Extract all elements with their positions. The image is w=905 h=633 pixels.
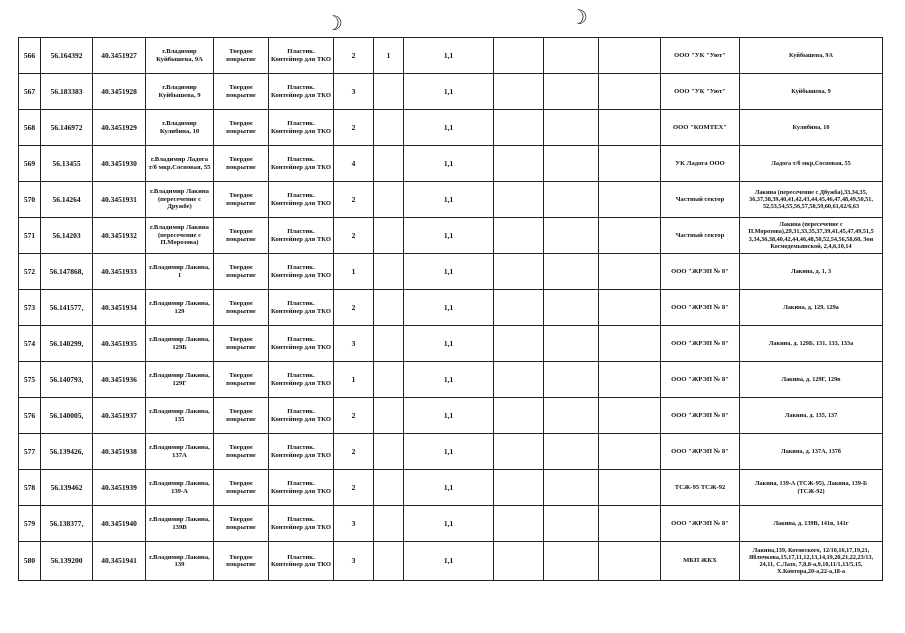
site-address: г.Владимир Лакина, 129 bbox=[146, 290, 214, 326]
site-address: г.Владимир Лакина, 129Б bbox=[146, 326, 214, 362]
latitude: 56.139462 bbox=[41, 470, 93, 506]
surface-type: Твердое покрытие bbox=[214, 398, 269, 434]
extra-count bbox=[374, 218, 404, 254]
container-volume: 1,1 bbox=[404, 470, 494, 506]
table-row bbox=[19, 542, 883, 581]
empty-cell-1 bbox=[494, 110, 544, 146]
container-count: 2 bbox=[334, 290, 374, 326]
table-row bbox=[19, 74, 883, 110]
site-address: г.Владимир Куйбышева, 9 bbox=[146, 74, 214, 110]
table-row bbox=[19, 362, 883, 398]
row-number: 573 bbox=[19, 290, 41, 326]
served-addresses: Лакина, д. 137А, 137б bbox=[740, 434, 883, 470]
registry-table bbox=[18, 37, 883, 581]
container-volume: 1,1 bbox=[404, 398, 494, 434]
served-addresses: Лакина, д. 129Г, 129в bbox=[740, 362, 883, 398]
served-addresses: Лакина, д. 129, 129а bbox=[740, 290, 883, 326]
latitude: 56.140005, bbox=[41, 398, 93, 434]
container-type: Пластик. Контейнер для ТКО bbox=[269, 218, 334, 254]
empty-cell-3 bbox=[599, 362, 661, 398]
empty-cell-3 bbox=[599, 182, 661, 218]
container-type: Пластик. Контейнер для ТКО bbox=[269, 542, 334, 581]
container-count: 2 bbox=[334, 398, 374, 434]
row-number: 574 bbox=[19, 326, 41, 362]
container-volume: 1,1 bbox=[404, 362, 494, 398]
empty-cell-2 bbox=[544, 146, 599, 182]
empty-cell-3 bbox=[599, 398, 661, 434]
empty-cell-3 bbox=[599, 38, 661, 74]
table-row bbox=[19, 290, 883, 326]
surface-type: Твердое покрытие bbox=[214, 38, 269, 74]
latitude: 56.14264 bbox=[41, 182, 93, 218]
empty-cell-1 bbox=[494, 434, 544, 470]
empty-cell-1 bbox=[494, 542, 544, 581]
site-address: г.Владимир Лакина, 139-А bbox=[146, 470, 214, 506]
row-number: 576 bbox=[19, 398, 41, 434]
container-count: 4 bbox=[334, 146, 374, 182]
served-addresses: Ладога т/б мкр,Сосновая, 55 bbox=[740, 146, 883, 182]
container-type: Пластик. Контейнер для ТКО bbox=[269, 506, 334, 542]
latitude: 56.183383 bbox=[41, 74, 93, 110]
empty-cell-3 bbox=[599, 326, 661, 362]
container-volume: 1,1 bbox=[404, 290, 494, 326]
owner-name: ООО "ЖРЭП № 8" bbox=[661, 398, 740, 434]
served-addresses: Лакина, д. 135, 137 bbox=[740, 398, 883, 434]
container-type: Пластик. Контейнер для ТКО bbox=[269, 182, 334, 218]
owner-name: ООО "ЖРЭП № 8" bbox=[661, 434, 740, 470]
extra-count bbox=[374, 146, 404, 182]
longitude: 40.3451932 bbox=[93, 218, 146, 254]
empty-cell-1 bbox=[494, 362, 544, 398]
extra-count bbox=[374, 362, 404, 398]
container-volume: 1,1 bbox=[404, 182, 494, 218]
container-type: Пластик. Контейнер для ТКО bbox=[269, 434, 334, 470]
table-row bbox=[19, 506, 883, 542]
site-address: г.Владимир Кулибина, 10 bbox=[146, 110, 214, 146]
row-number: 569 bbox=[19, 146, 41, 182]
extra-count bbox=[374, 470, 404, 506]
site-address: г.Владимир Лакина, 135 bbox=[146, 398, 214, 434]
surface-type: Твердое покрытие bbox=[214, 362, 269, 398]
container-count: 2 bbox=[334, 182, 374, 218]
container-volume: 1,1 bbox=[404, 218, 494, 254]
table-row bbox=[19, 326, 883, 362]
owner-name: ООО "ЖРЭП № 8" bbox=[661, 362, 740, 398]
container-volume: 1,1 bbox=[404, 542, 494, 581]
extra-count bbox=[374, 110, 404, 146]
served-addresses: Кулибина, 10 bbox=[740, 110, 883, 146]
served-addresses: Лакина, д. 139В, 141в, 141г bbox=[740, 506, 883, 542]
extra-count bbox=[374, 506, 404, 542]
row-number: 577 bbox=[19, 434, 41, 470]
empty-cell-1 bbox=[494, 38, 544, 74]
table-row bbox=[19, 38, 883, 74]
empty-cell-2 bbox=[544, 434, 599, 470]
site-address: г.Владимир Лакина, 129Г bbox=[146, 362, 214, 398]
site-address: г.Владимир Лакина, 139В bbox=[146, 506, 214, 542]
empty-cell-1 bbox=[494, 506, 544, 542]
container-type: Пластик. Контейнер для ТКО bbox=[269, 38, 334, 74]
container-count: 3 bbox=[334, 74, 374, 110]
latitude: 56.139426, bbox=[41, 434, 93, 470]
empty-cell-1 bbox=[494, 146, 544, 182]
latitude: 56.13455 bbox=[41, 146, 93, 182]
table-row bbox=[19, 254, 883, 290]
empty-cell-2 bbox=[544, 362, 599, 398]
container-count: 2 bbox=[334, 470, 374, 506]
surface-type: Твердое покрытие bbox=[214, 74, 269, 110]
surface-type: Твердое покрытие bbox=[214, 434, 269, 470]
latitude: 56.139200 bbox=[41, 542, 93, 581]
extra-count bbox=[374, 290, 404, 326]
empty-cell-3 bbox=[599, 470, 661, 506]
table-row bbox=[19, 218, 883, 254]
container-count: 1 bbox=[334, 362, 374, 398]
extra-count bbox=[374, 74, 404, 110]
row-number: 572 bbox=[19, 254, 41, 290]
empty-cell-2 bbox=[544, 470, 599, 506]
site-address: г.Владимир Лакина, 139 bbox=[146, 542, 214, 581]
extra-count: 1 bbox=[374, 38, 404, 74]
handwritten-mark-right: ☽ bbox=[570, 7, 588, 29]
served-addresses: Лакина, д. 129Б, 131, 133, 133а bbox=[740, 326, 883, 362]
container-count: 3 bbox=[334, 326, 374, 362]
surface-type: Твердое покрытие bbox=[214, 182, 269, 218]
row-number: 571 bbox=[19, 218, 41, 254]
surface-type: Твердое покрытие bbox=[214, 470, 269, 506]
owner-name: ООО "ЖРЭП № 8" bbox=[661, 506, 740, 542]
empty-cell-3 bbox=[599, 290, 661, 326]
table-row bbox=[19, 110, 883, 146]
row-number: 580 bbox=[19, 542, 41, 581]
empty-cell-3 bbox=[599, 542, 661, 581]
longitude: 40.3451927 bbox=[93, 38, 146, 74]
empty-cell-3 bbox=[599, 434, 661, 470]
empty-cell-1 bbox=[494, 326, 544, 362]
container-volume: 1,1 bbox=[404, 110, 494, 146]
longitude: 40.3451930 bbox=[93, 146, 146, 182]
empty-cell-2 bbox=[544, 182, 599, 218]
site-address: г.Владимир Куйбышева, 9А bbox=[146, 38, 214, 74]
longitude: 40.3451939 bbox=[93, 470, 146, 506]
empty-cell-1 bbox=[494, 74, 544, 110]
empty-cell-1 bbox=[494, 254, 544, 290]
surface-type: Твердое покрытие bbox=[214, 254, 269, 290]
container-type: Пластик. Контейнер для ТКО bbox=[269, 290, 334, 326]
site-address: г.Владимир Лакина (пересечение с П.Морозова) bbox=[146, 218, 214, 254]
container-volume: 1,1 bbox=[404, 506, 494, 542]
latitude: 56.14203 bbox=[41, 218, 93, 254]
site-address: г.Владимир Лакина, 137А bbox=[146, 434, 214, 470]
container-count: 2 bbox=[334, 38, 374, 74]
surface-type: Твердое покрытие bbox=[214, 506, 269, 542]
latitude: 56.164392 bbox=[41, 38, 93, 74]
empty-cell-2 bbox=[544, 74, 599, 110]
owner-name: ООО "УК "Уют" bbox=[661, 38, 740, 74]
empty-cell-2 bbox=[544, 38, 599, 74]
latitude: 56.140793, bbox=[41, 362, 93, 398]
empty-cell-1 bbox=[494, 398, 544, 434]
surface-type: Твердое покрытие bbox=[214, 290, 269, 326]
container-volume: 1,1 bbox=[404, 74, 494, 110]
longitude: 40.3451933 bbox=[93, 254, 146, 290]
longitude: 40.3451940 bbox=[93, 506, 146, 542]
surface-type: Твердое покрытие bbox=[214, 326, 269, 362]
owner-name: ООО "ЖРЭП № 8" bbox=[661, 254, 740, 290]
row-number: 578 bbox=[19, 470, 41, 506]
owner-name: Частный сектор bbox=[661, 182, 740, 218]
longitude: 40.3451929 bbox=[93, 110, 146, 146]
empty-cell-3 bbox=[599, 254, 661, 290]
served-addresses: Куйбышева, 9 bbox=[740, 74, 883, 110]
container-type: Пластик. Контейнер для ТКО bbox=[269, 398, 334, 434]
empty-cell-3 bbox=[599, 74, 661, 110]
table-row bbox=[19, 470, 883, 506]
row-number: 575 bbox=[19, 362, 41, 398]
owner-name: ООО "ЖРЭП № 8" bbox=[661, 290, 740, 326]
container-type: Пластик. Контейнер для ТКО bbox=[269, 470, 334, 506]
latitude: 56.147868, bbox=[41, 254, 93, 290]
surface-type: Твердое покрытие bbox=[214, 542, 269, 581]
empty-cell-2 bbox=[544, 110, 599, 146]
table-row bbox=[19, 434, 883, 470]
empty-cell-1 bbox=[494, 290, 544, 326]
container-count: 2 bbox=[334, 110, 374, 146]
empty-cell-3 bbox=[599, 146, 661, 182]
latitude: 56.140299, bbox=[41, 326, 93, 362]
row-number: 567 bbox=[19, 74, 41, 110]
owner-name: Частный сектор bbox=[661, 218, 740, 254]
handwritten-mark-left: ☽ bbox=[325, 13, 343, 35]
empty-cell-3 bbox=[599, 506, 661, 542]
owner-name: ООО "УК "Уют" bbox=[661, 74, 740, 110]
container-count: 2 bbox=[334, 434, 374, 470]
served-addresses: Лакина (пересечение с П.Морозова),29,31,33,35,37,39,41,45,47,49,51,5 3,34,36,38,40,42,44,46,48,50,52,54,56,58,60, Зои Космодемьянской, 2,4,6,10,14 bbox=[740, 218, 883, 254]
latitude: 56.138377, bbox=[41, 506, 93, 542]
longitude: 40.3451928 bbox=[93, 74, 146, 110]
container-type: Пластик. Контейнер для ТКО bbox=[269, 74, 334, 110]
extra-count bbox=[374, 398, 404, 434]
longitude: 40.3451938 bbox=[93, 434, 146, 470]
container-volume: 1,1 bbox=[404, 326, 494, 362]
served-addresses: Лакина, д. 1, 3 bbox=[740, 254, 883, 290]
longitude: 40.3451941 bbox=[93, 542, 146, 581]
empty-cell-2 bbox=[544, 290, 599, 326]
container-count: 1 bbox=[334, 254, 374, 290]
latitude: 56.146972 bbox=[41, 110, 93, 146]
row-number: 568 bbox=[19, 110, 41, 146]
owner-name: ООО "ЖРЭП № 8" bbox=[661, 326, 740, 362]
row-number: 566 bbox=[19, 38, 41, 74]
container-count: 2 bbox=[334, 218, 374, 254]
container-type: Пластик. Контейнер для ТКО bbox=[269, 254, 334, 290]
owner-name: ООО "КОМТЕХ" bbox=[661, 110, 740, 146]
owner-name: МКП ЖКХ bbox=[661, 542, 740, 581]
container-volume: 1,1 bbox=[404, 434, 494, 470]
row-number: 579 bbox=[19, 506, 41, 542]
owner-name: УК Ладога ООО bbox=[661, 146, 740, 182]
empty-cell-2 bbox=[544, 506, 599, 542]
extra-count bbox=[374, 254, 404, 290]
surface-type: Твердое покрытие bbox=[214, 146, 269, 182]
latitude: 56.141577, bbox=[41, 290, 93, 326]
container-volume: 1,1 bbox=[404, 254, 494, 290]
container-type: Пластик. Контейнер для ТКО bbox=[269, 362, 334, 398]
site-address: г.Владимир Лакина (пересечение с Дружбе) bbox=[146, 182, 214, 218]
empty-cell-2 bbox=[544, 218, 599, 254]
extra-count bbox=[374, 182, 404, 218]
served-addresses: Лакина,139, Котовского, 12/10,16,17,19,21, Яблочкова,15,17,11,12,13,14,19,20,21,22,23/13, 24,11, С.Лазо, 7,8,8-а,9,10,11/1,13/5,15, Х.Контора,20-а,22-а,18-а bbox=[740, 542, 883, 581]
extra-count bbox=[374, 542, 404, 581]
empty-cell-1 bbox=[494, 182, 544, 218]
extra-count bbox=[374, 326, 404, 362]
longitude: 40.3451937 bbox=[93, 398, 146, 434]
container-type: Пластик. Контейнер для ТКО bbox=[269, 110, 334, 146]
owner-name: ТСЖ-95 ТСЖ-92 bbox=[661, 470, 740, 506]
site-address: г.Владимир Ладога т/б мкр,Сосновая, 55 bbox=[146, 146, 214, 182]
container-type: Пластик. Контейнер для ТКО bbox=[269, 146, 334, 182]
empty-cell-1 bbox=[494, 218, 544, 254]
longitude: 40.3451935 bbox=[93, 326, 146, 362]
empty-cell-2 bbox=[544, 542, 599, 581]
surface-type: Твердое покрытие bbox=[214, 218, 269, 254]
longitude: 40.3451931 bbox=[93, 182, 146, 218]
container-volume: 1,1 bbox=[404, 38, 494, 74]
site-address: г.Владимир Лакина, 1 bbox=[146, 254, 214, 290]
table-row bbox=[19, 398, 883, 434]
surface-type: Твердое покрытие bbox=[214, 110, 269, 146]
empty-cell-2 bbox=[544, 398, 599, 434]
table-row bbox=[19, 146, 883, 182]
served-addresses: Лакина, 139-А (ТСЖ-95), Лакина, 139-Б (ТСЖ-92) bbox=[740, 470, 883, 506]
container-count: 3 bbox=[334, 506, 374, 542]
empty-cell-3 bbox=[599, 218, 661, 254]
served-addresses: Куйбышева, 9А bbox=[740, 38, 883, 74]
empty-cell-2 bbox=[544, 326, 599, 362]
row-number: 570 bbox=[19, 182, 41, 218]
served-addresses: Лакина (пересечение с Дбужба),33,34,35, 36,37,38,39,40,41,42,43,44,45,46,47,48,49,50,51, 52,53,54,55,56,57,58,59,60,61,62/6,63 bbox=[740, 182, 883, 218]
container-count: 3 bbox=[334, 542, 374, 581]
container-type: Пластик. Контейнер для ТКО bbox=[269, 326, 334, 362]
longitude: 40.3451936 bbox=[93, 362, 146, 398]
empty-cell-3 bbox=[599, 110, 661, 146]
empty-cell-1 bbox=[494, 470, 544, 506]
extra-count bbox=[374, 434, 404, 470]
empty-cell-2 bbox=[544, 254, 599, 290]
container-volume: 1,1 bbox=[404, 146, 494, 182]
longitude: 40.3451934 bbox=[93, 290, 146, 326]
table-row bbox=[19, 182, 883, 218]
